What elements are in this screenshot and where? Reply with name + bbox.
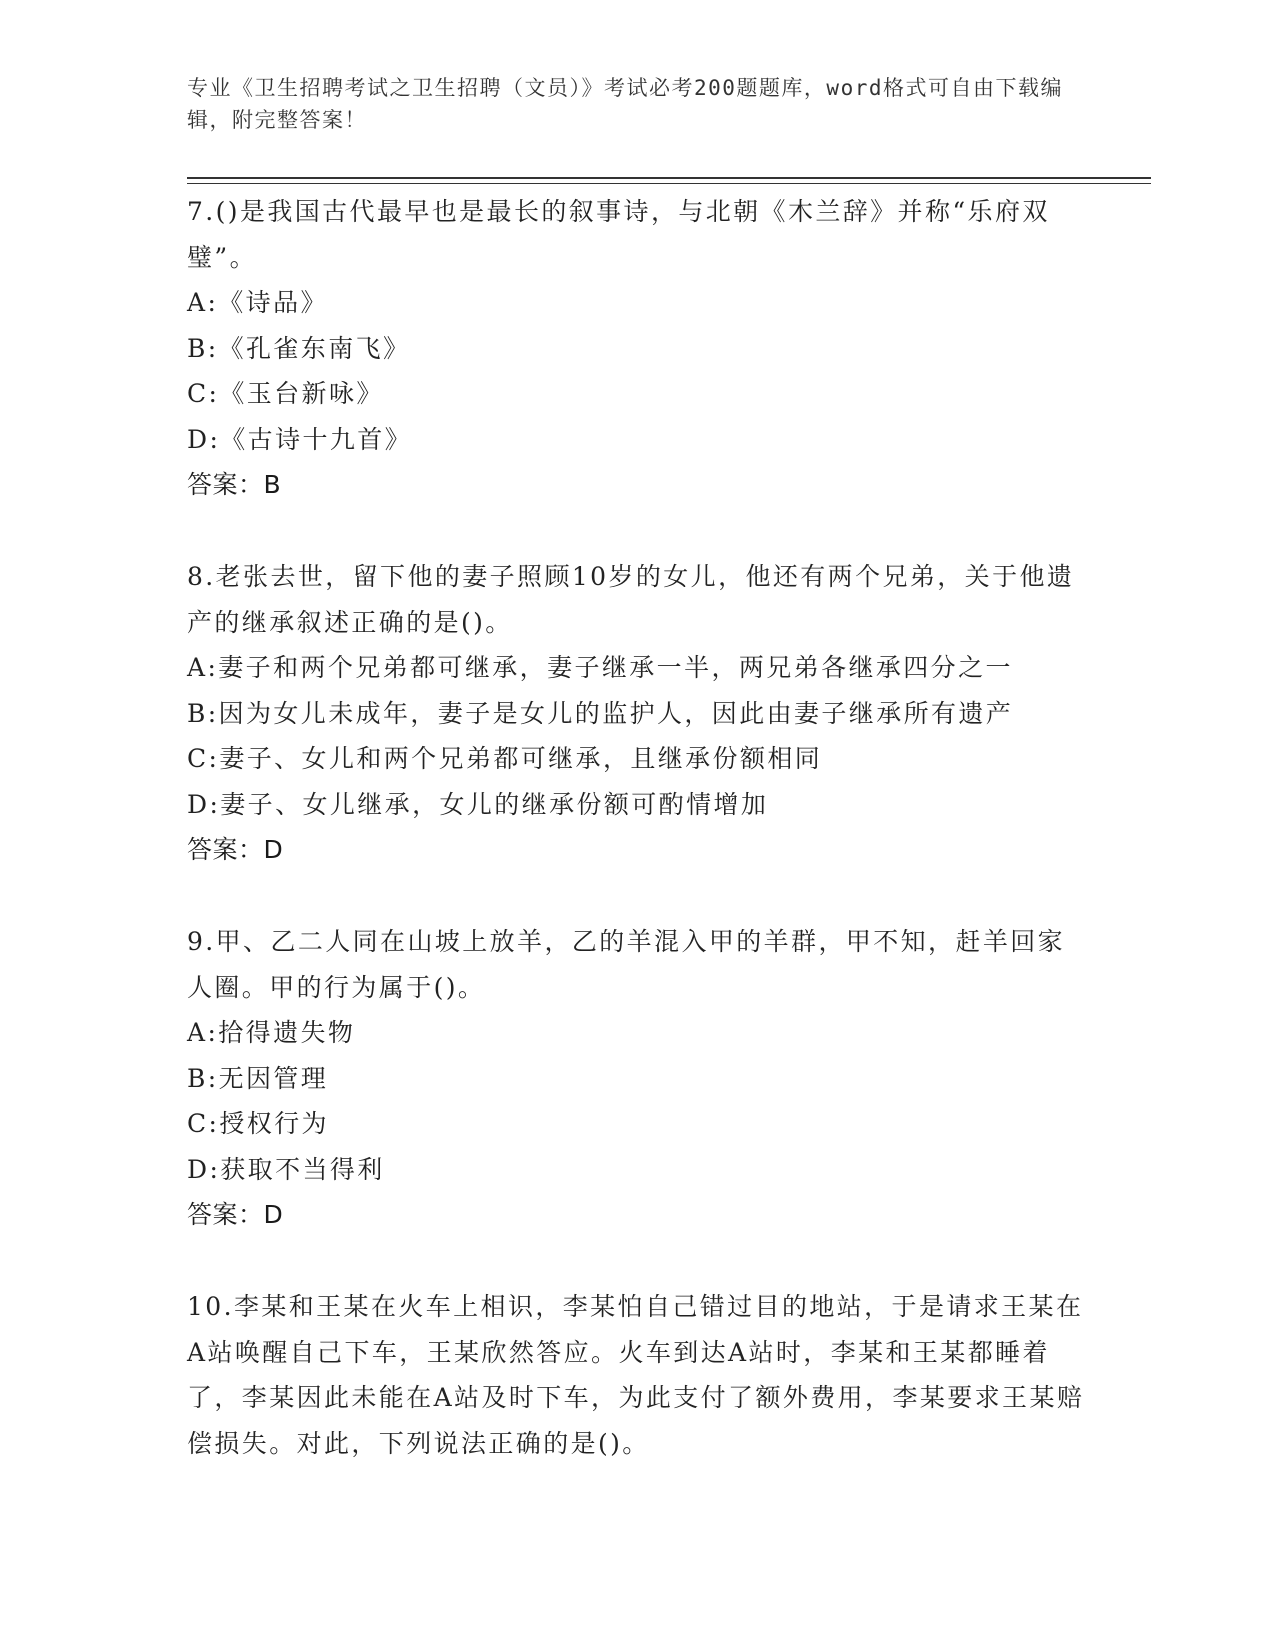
answer-line: 答案：D: [187, 835, 284, 864]
option-d: D:《古诗十九首》: [187, 424, 413, 454]
option-d: D:妻子、女儿继承，女儿的继承份额可酌情增加: [187, 789, 769, 819]
option-b: B:因为女儿未成年，妻子是女儿的监护人，因此由妻子继承所有遗产: [187, 698, 1014, 728]
option-d: D:获取不当得利: [187, 1154, 385, 1184]
option-b: B:《孔雀东南飞》: [187, 333, 411, 363]
document-header: 专业《卫生招聘考试之卫生招聘（文员）》考试必考200题题库，word格式可自由下载编辑，附完整答案！: [187, 76, 1063, 132]
question-text: 9.甲、乙二人同在山坡上放羊，乙的羊混入甲的羊群，甲不知，赶羊回家人圈。甲的行为属于()。: [187, 927, 1066, 1002]
option-a: A:《诗品》: [187, 288, 328, 317]
option-c: C:《玉台新咏》: [187, 379, 384, 408]
option-b: B:无因管理: [187, 1063, 329, 1093]
answer-line: 答案：D: [187, 1200, 284, 1229]
option-c: C:妻子、女儿和两个兄弟都可继承，且继承份额相同: [187, 744, 823, 773]
question-7: [187, 189, 1087, 508]
option-a: A:妻子和两个兄弟都可继承，妻子继承一半，两兄弟各继承四分之一: [187, 653, 1013, 682]
question-text: 10.李某和王某在火车上相识，李某怕自己错过目的地站，于是请求王某在A站唤醒自己下车，王某欣然答应。火车到达A站时，李某和王某都睡着了，李某因此未能在A站及时下车，为此支付了额外费用，李某要求王某赔偿损失。对此，下列说法正确的是()。: [187, 1292, 1085, 1458]
header-rule-thin: [187, 183, 1151, 184]
header-rule-thick: [187, 177, 1151, 179]
question-9: [187, 919, 1087, 1238]
question-10: [187, 1284, 1087, 1466]
answer-line: 答案：B: [187, 470, 282, 499]
question-text: 7.()是我国古代最早也是最长的叙事诗，与北朝《木兰辞》并称“乐府双璧”。: [187, 197, 1050, 272]
option-a: A:拾得遗失物: [187, 1018, 356, 1047]
question-list: [187, 189, 1087, 1512]
question-text: 8.老张去世，留下他的妻子照顾10岁的女儿，他还有两个兄弟，关于他遗产的继承叙述正确的是()。: [187, 562, 1075, 637]
option-c: C:授权行为: [187, 1109, 329, 1138]
question-8: [187, 554, 1087, 873]
